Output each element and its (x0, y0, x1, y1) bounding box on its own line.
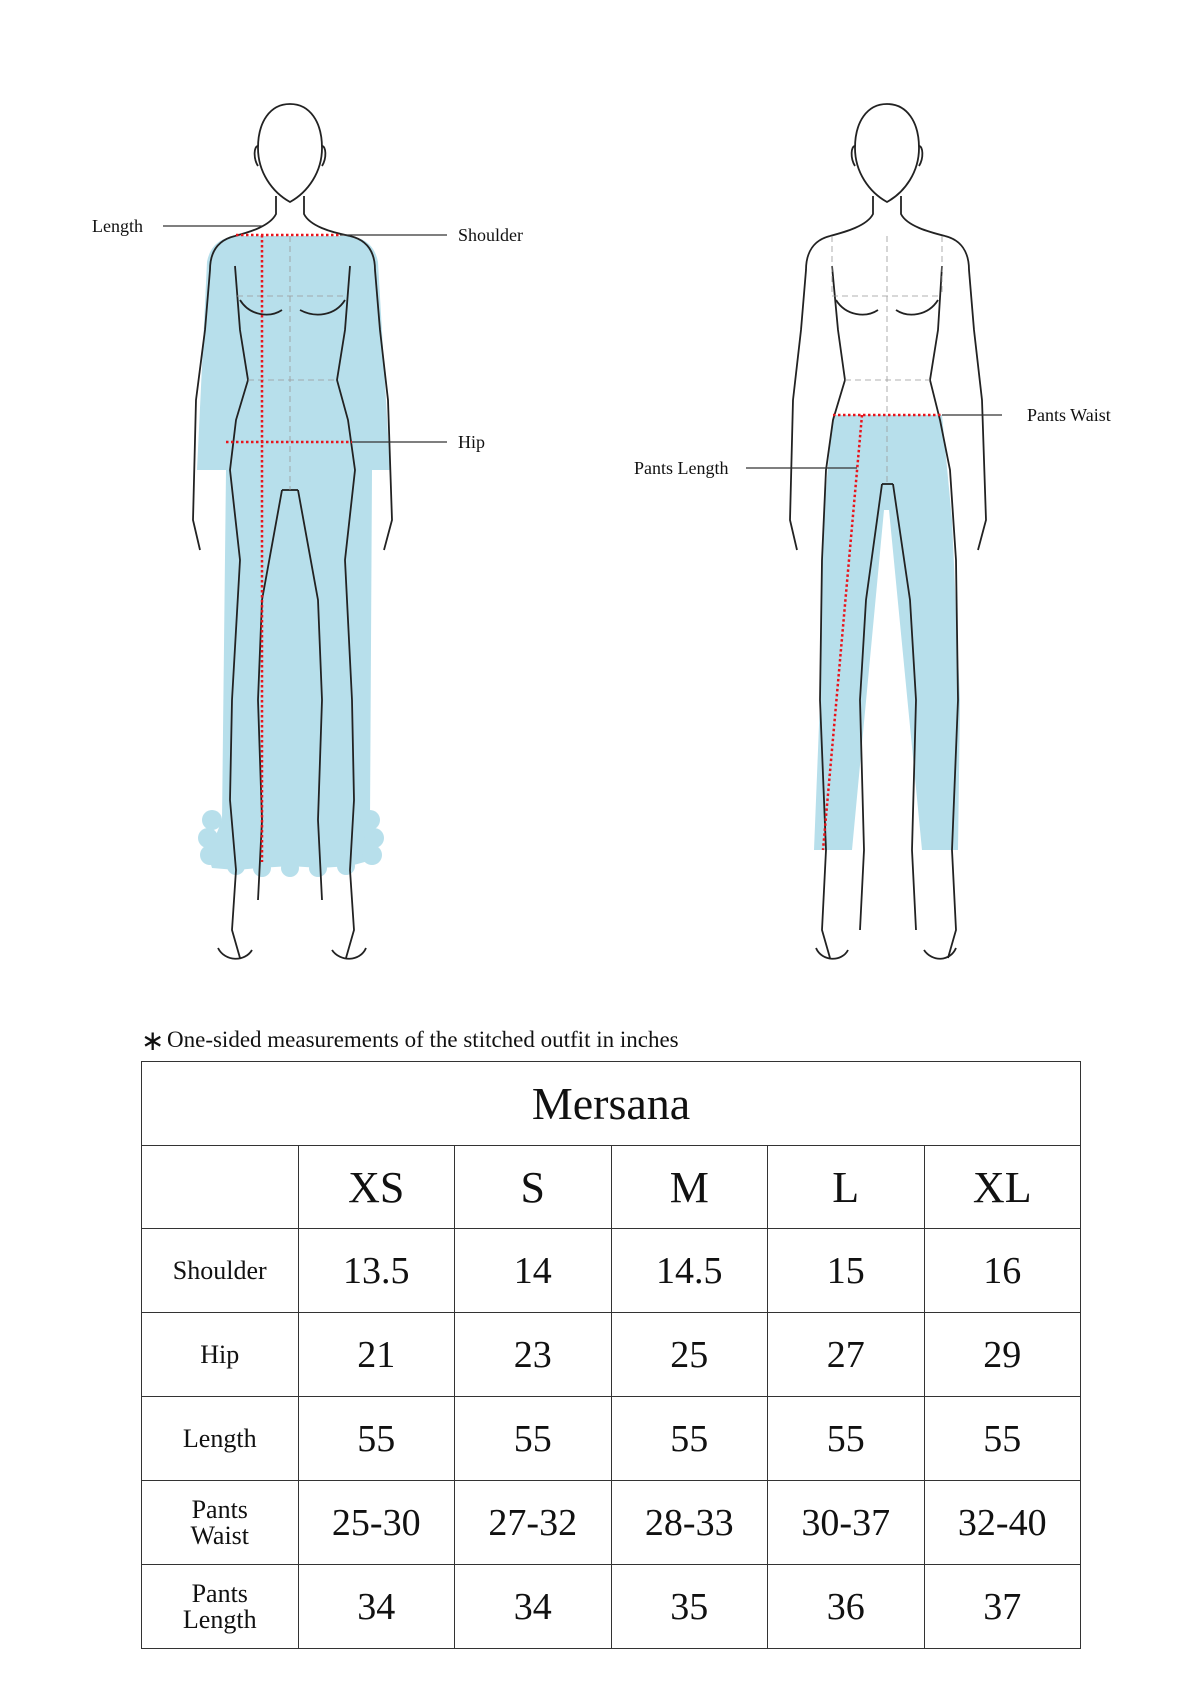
value-cell: 29 (924, 1313, 1081, 1397)
row-label-line1: Pants (191, 1494, 248, 1524)
value-cell: 14 (455, 1229, 612, 1313)
value-cell: 21 (298, 1313, 455, 1397)
header-size-l: L (768, 1146, 925, 1229)
row-label (142, 1565, 299, 1649)
value-cell: 13.5 (298, 1229, 455, 1313)
measurement-note-text: One-sided measurements of the stitched outfit in inches (167, 1027, 679, 1052)
header-empty-cell (142, 1146, 299, 1229)
table-header-row (142, 1146, 1081, 1229)
table-row-hip (142, 1313, 1081, 1397)
row-label: Length (142, 1397, 299, 1481)
value-cell: 35 (611, 1565, 768, 1649)
dress-garment (197, 236, 390, 877)
dress-figure (163, 104, 447, 959)
value-cell: 55 (455, 1397, 612, 1481)
value-cell: 25 (611, 1313, 768, 1397)
row-label: Hip (142, 1313, 299, 1397)
value-cell: 36 (768, 1565, 925, 1649)
value-cell: 37 (924, 1565, 1081, 1649)
header-size-xs: XS (298, 1146, 455, 1229)
table-row-shoulder (142, 1229, 1081, 1313)
value-cell: 15 (768, 1229, 925, 1313)
table-title-row (142, 1062, 1081, 1146)
header-size-m: M (611, 1146, 768, 1229)
value-cell: 14.5 (611, 1229, 768, 1313)
measurement-note (141, 1024, 679, 1057)
header-size-xl: XL (924, 1146, 1081, 1229)
callout-hip: Hip (458, 432, 485, 452)
asterisk-icon: ∗ (141, 1024, 165, 1057)
value-cell: 27 (768, 1313, 925, 1397)
row-label (142, 1481, 299, 1565)
value-cell: 55 (611, 1397, 768, 1481)
row-label-line2: Length (182, 1604, 257, 1634)
row-label-line1: Pants (191, 1578, 248, 1608)
value-cell: 23 (455, 1313, 612, 1397)
callout-pants-length: Pants Length (634, 458, 729, 478)
header-size-s: S (455, 1146, 612, 1229)
callout-shoulder: Shoulder (458, 225, 523, 245)
table-row-pants-length (142, 1565, 1081, 1649)
value-cell: 34 (298, 1565, 455, 1649)
value-cell: 34 (455, 1565, 612, 1649)
callout-pants-waist: Pants Waist (1027, 405, 1111, 425)
value-cell: 16 (924, 1229, 1081, 1313)
table-row-length (142, 1397, 1081, 1481)
value-cell: 28-33 (611, 1481, 768, 1565)
table-row-pants-waist (142, 1481, 1081, 1565)
value-cell: 32-40 (924, 1481, 1081, 1565)
pants-figure (746, 104, 1002, 959)
table-title: Mersana (142, 1062, 1081, 1146)
callout-length: Length (92, 216, 143, 236)
value-cell: 55 (924, 1397, 1081, 1481)
value-cell: 25-30 (298, 1481, 455, 1565)
row-label: Shoulder (142, 1229, 299, 1313)
value-cell: 55 (298, 1397, 455, 1481)
value-cell: 55 (768, 1397, 925, 1481)
row-label-line2: Waist (190, 1520, 250, 1550)
value-cell: 30-37 (768, 1481, 925, 1565)
value-cell: 27-32 (455, 1481, 612, 1565)
size-chart-table (141, 1061, 1081, 1649)
